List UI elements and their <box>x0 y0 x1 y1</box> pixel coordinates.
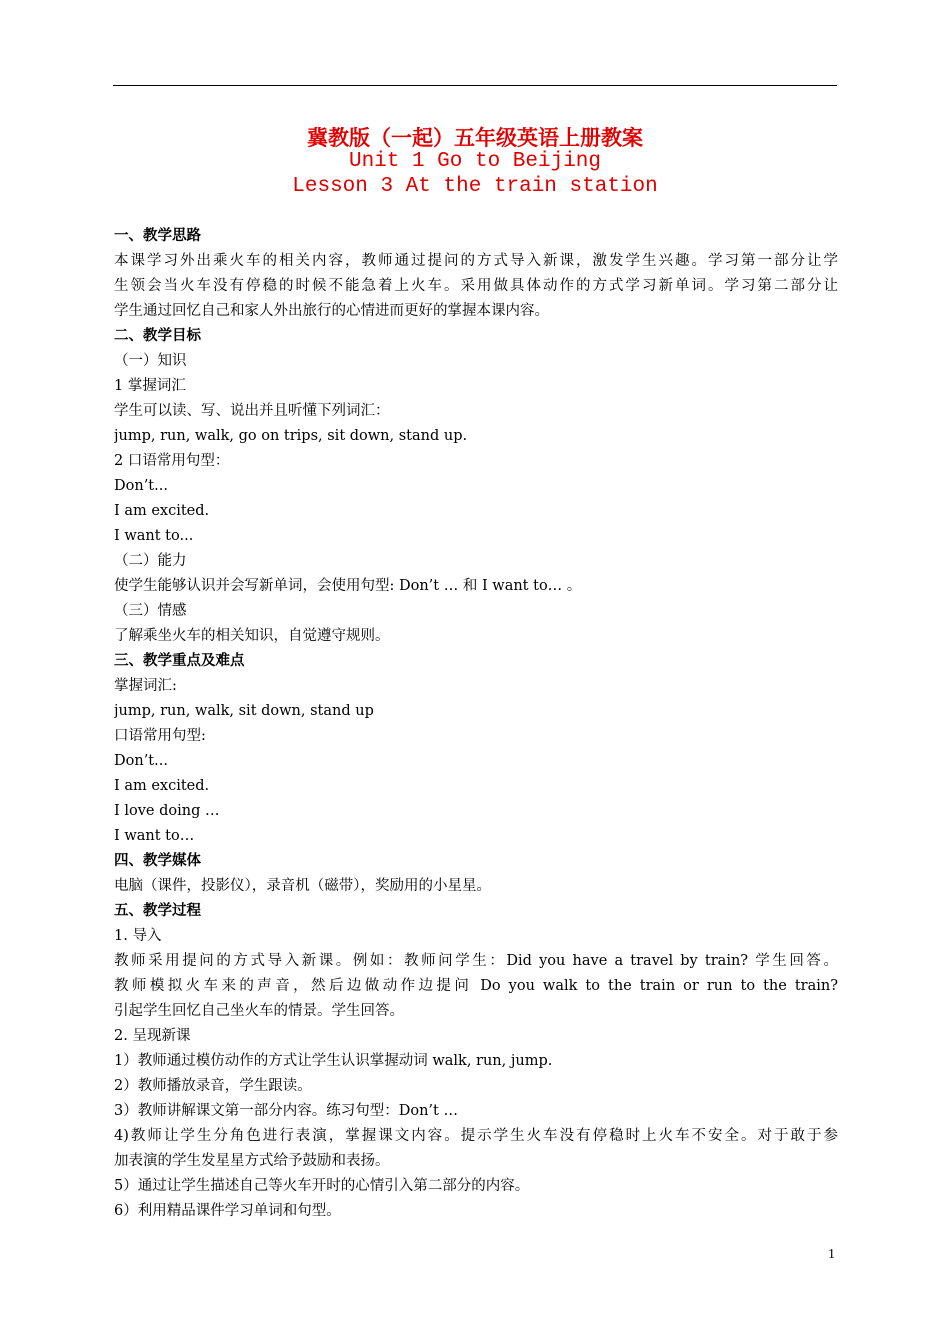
text-line: jump, run, walk, sit down, stand up <box>114 703 374 719</box>
text-line: 1. 导入 <box>114 928 162 944</box>
text-line: （三）情感 <box>114 603 187 619</box>
section-heading: 五、教学过程 <box>114 903 201 919</box>
text-line: 加表演的学生发星星方式给予鼓励和表扬。 <box>114 1153 390 1169</box>
section-heading: 四、教学媒体 <box>114 853 201 869</box>
text-line: 学生可以读、写、说出并且听懂下列词汇： <box>114 403 390 419</box>
text-line: I want to… <box>114 828 195 844</box>
text-line: 使学生能够认识并会写新单词，会使用句型: Don’t … 和 I want to… 。 <box>114 578 582 594</box>
text-line: 教师采用提问的方式导入新课。例如：教师问学生：Did you have a travel by train? 学生回答。 <box>114 953 838 969</box>
text-line: 掌握词汇: <box>114 678 177 694</box>
section-heading: 二、教学目标 <box>114 328 201 344</box>
text-line: 2. 呈现新课 <box>114 1028 191 1044</box>
text-line: 口语常用句型: <box>114 728 206 744</box>
text-line: （一）知识 <box>114 353 187 369</box>
text-line: I love doing … <box>114 803 220 819</box>
text-line: 1）教师通过模仿动作的方式让学生认识掌握动词 walk, run, jump. <box>114 1053 553 1069</box>
text-line: 6）利用精品课件学习单词和句型。 <box>114 1203 341 1219</box>
text-line: 4)教师让学生分角色进行表演，掌握课文内容。提示学生火车没有停稳时上火车不安全。对于敢于参 <box>114 1128 838 1144</box>
text-line: （二）能力 <box>114 553 187 569</box>
text-line: 了解乘坐火车的相关知识，自觉遵守规则。 <box>114 628 390 644</box>
text-line: jump, run, walk, go on trips, sit down, stand up. <box>114 428 468 444</box>
text-line: 教师模拟火车来的声音，然后边做动作边提问 Do you walk to the train or run to the train? <box>114 978 838 994</box>
document-body <box>114 224 838 1224</box>
section-heading: 三、教学重点及难点 <box>114 653 245 669</box>
text-line: I am excited. <box>114 778 210 794</box>
text-line: 2 口语常用句型： <box>114 453 230 469</box>
document-title: 冀教版（一起）五年级英语上册教案 <box>307 125 643 150</box>
unit-title: Unit 1 Go to Beijing <box>348 150 602 173</box>
text-line: I want to... <box>114 528 194 544</box>
lesson-title: Lesson 3 At the train station <box>292 175 658 198</box>
text-line: 5）通过让学生描述自己等火车开时的心情引入第二部分的内容。 <box>114 1178 530 1194</box>
page-number: 1 <box>828 1247 835 1262</box>
header-rule <box>113 85 837 86</box>
text-line: 引起学生回忆自己坐火车的情景。学生回答。 <box>114 1003 404 1019</box>
text-line: Don’t... <box>114 753 168 769</box>
text-line: 2）教师播放录音，学生跟读。 <box>114 1078 312 1094</box>
text-line: 学生通过回忆自己和家人外出旅行的心情进而更好的掌握本课内容。 <box>114 303 549 319</box>
text-line: 生领会当火车没有停稳的时候不能急着上火车。采用做具体动作的方式学习新单词。学习第二部分让 <box>114 278 838 294</box>
text-line: I am excited. <box>114 503 210 519</box>
text-line: 1 掌握词汇 <box>114 378 186 394</box>
text-line: 3）教师讲解课文第一部分内容。练习句型：Don’t … <box>114 1103 458 1119</box>
text-line: Don’t... <box>114 478 168 494</box>
text-line: 电脑（课件，投影仪），录音机（磁带），奖励用的小星星。 <box>114 878 491 894</box>
section-heading: 一、教学思路 <box>114 228 201 244</box>
text-line: 本课学习外出乘火车的相关内容，教师通过提问的方式导入新课，激发学生兴趣。学习第一部分让学 <box>114 253 838 269</box>
